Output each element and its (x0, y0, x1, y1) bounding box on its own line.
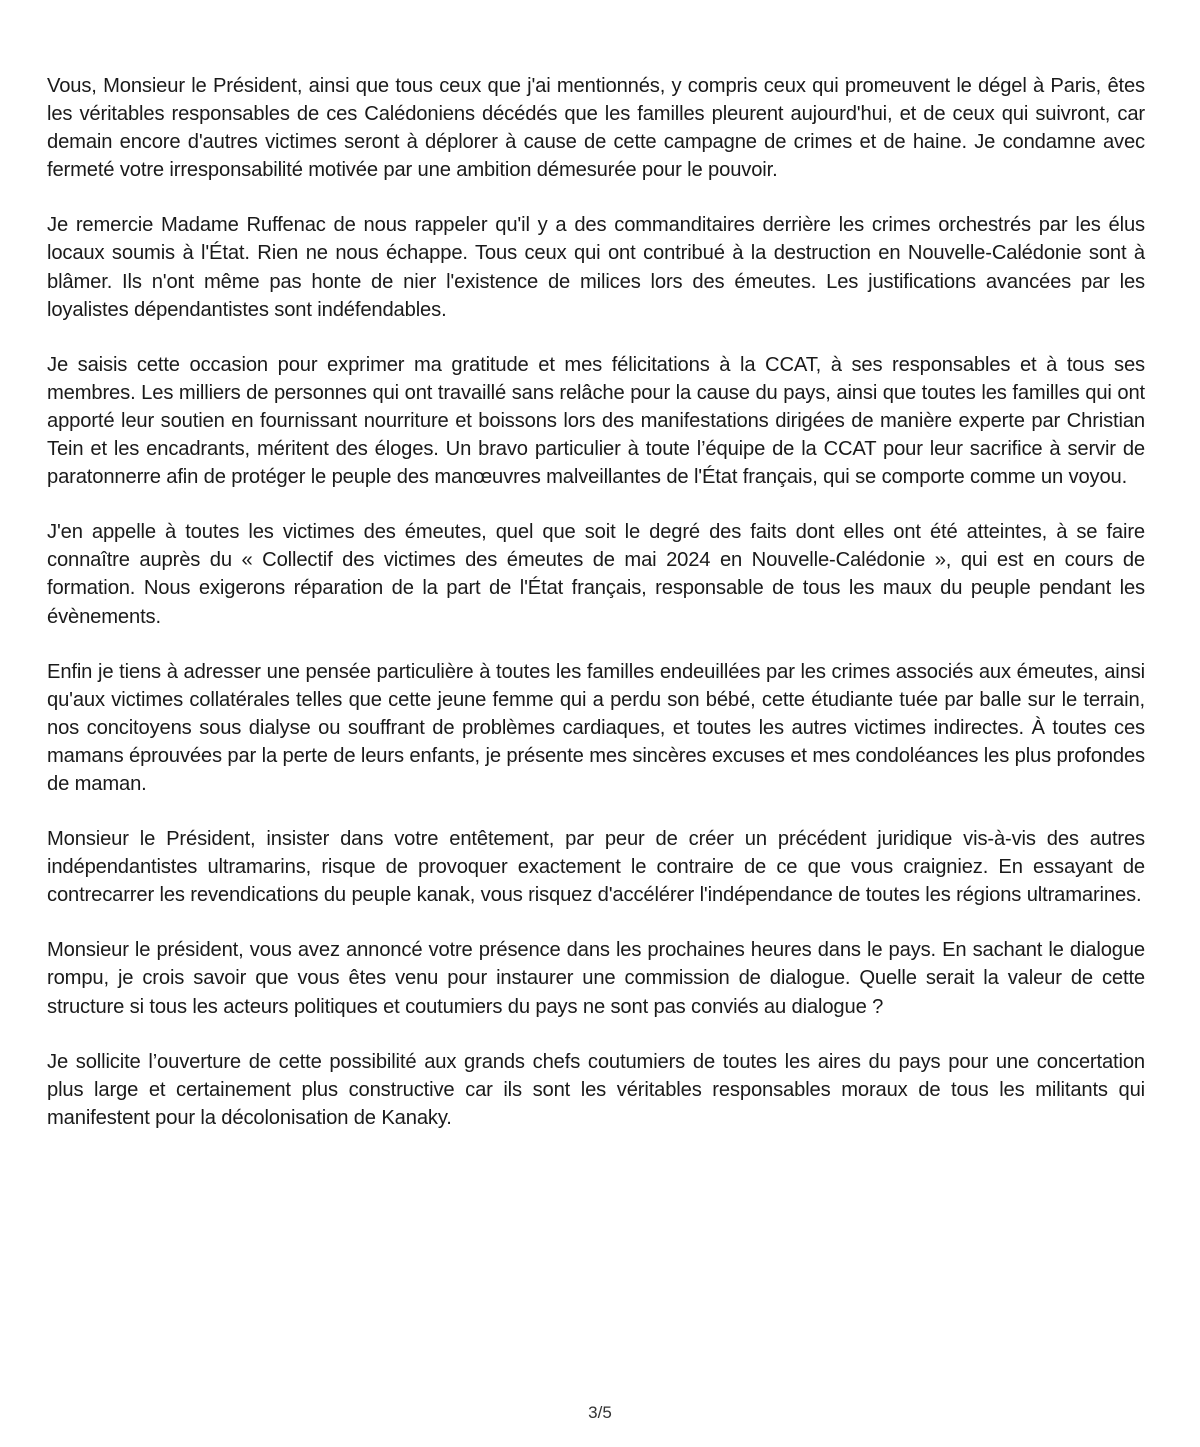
paragraph-victims-appeal: J'en appelle à toutes les victimes des émeutes, quel que soit le degré des faits dont elles ont été atteintes, à se faire connaître auprès du « Collectif des victimes des émeutes de mai 2024 en Nouvelle-Calédonie », qui est en cours de formation. Nous exigerons réparation de la part de l'État français, responsable de tous les maux du peuple pendant les évènements. (47, 521, 1145, 628)
document-page-body (47, 72, 1145, 1159)
paragraph-responsibility: Vous, Monsieur le Président, ainsi que tous ceux que j'ai mentionnés, y compris ceux qui promeuvent le dégel à Paris, êtes les véritables responsables de ces Calédoniens décédés que les familles pleurent aujourd'hui, et de ceux qui suivront, car demain encore d'autres victimes seront à déplorer à cause de cette campagne de crimes et de haine. Je condamne avec fermeté votre irresponsabilité motivée par une ambition démesurée pour le pouvoir. (47, 75, 1145, 182)
paragraph-stubbornness: Monsieur le Président, insister dans votre entêtement, par peur de créer un précédent juridique vis-à-vis des autres indépendantistes ultramarins, risque de provoquer exactement le contraire de ce que vous craigniez. En essayant de contrecarrer les revendications du peuple kanak, vous risquez d'accélérer l'indépendance de toutes les régions ultramarines. (47, 828, 1145, 907)
paragraph-condolences: Enfin je tiens à adresser une pensée particulière à toutes les familles endeuillées par les crimes associés aux émeutes, ainsi qu'aux victimes collatérales telles que cette jeune femme qui a perdu son bébé, cette étudiante tuée par balle sur le terrain, nos concitoyens sous dialyse ou souffrant de problèmes cardiaques, et toutes les autres victimes indirectes. À toutes ces mamans éprouvées par la perte de leurs enfants, je présente mes sincères excuses et mes condoléances les plus profondes de maman. (47, 660, 1145, 795)
page-number: 3/5 (588, 1403, 612, 1422)
paragraph-ccat-gratitude: Je saisis cette occasion pour exprimer ma gratitude et mes félicitations à la CCAT, à ses responsables et à tous ses membres. Les milliers de personnes qui ont travaillé sans relâche pour la cause du pays, ainsi que toutes les familles qui ont apporté leur soutien en fournissant nourriture et boissons lors des manifestations dirigées de manière experte par Christian Tein et les encadrants, méritent des éloges. Un bravo particulier à toute l’équipe de la CCAT pour leur sacrifice à servir de paratonnerre afin de protéger le peuple des manœuvres malveillantes de l'État français, qui se comporte comme un voyou. (47, 353, 1145, 489)
paragraph-ruffenac: Je remercie Madame Ruffenac de nous rappeler qu'il y a des commanditaires derrière les crimes orchestrés par les élus locaux soumis à l'État. Rien ne nous échappe. Tous ceux qui ont contribué à la destruction en Nouvelle-Calédonie sont à blâmer. Ils n'ont même pas honte de nier l'existence de milices lors des émeutes. Les justifications avancées par les loyalistes dépendantistes sont indéfendables. (47, 214, 1145, 321)
paragraph-customary-chiefs: Je sollicite l’ouverture de cette possibilité aux grands chefs coutumiers de toutes les aires du pays pour une concertation plus large et certainement plus constructive car ils sont les véritables responsables moraux de tous les militants qui manifestent pour la décolonisation de Kanaky. (47, 1050, 1145, 1129)
paragraph-dialogue-commission: Monsieur le président, vous avez annoncé votre présence dans les prochaines heures dans le pays. En sachant le dialogue rompu, je crois savoir que vous êtes venu pour instaurer une commission de dialogue. Quelle serait la valeur de cette structure si tous les acteurs politiques et coutumiers du pays ne sont pas conviés au dialogue ? (47, 939, 1145, 1018)
